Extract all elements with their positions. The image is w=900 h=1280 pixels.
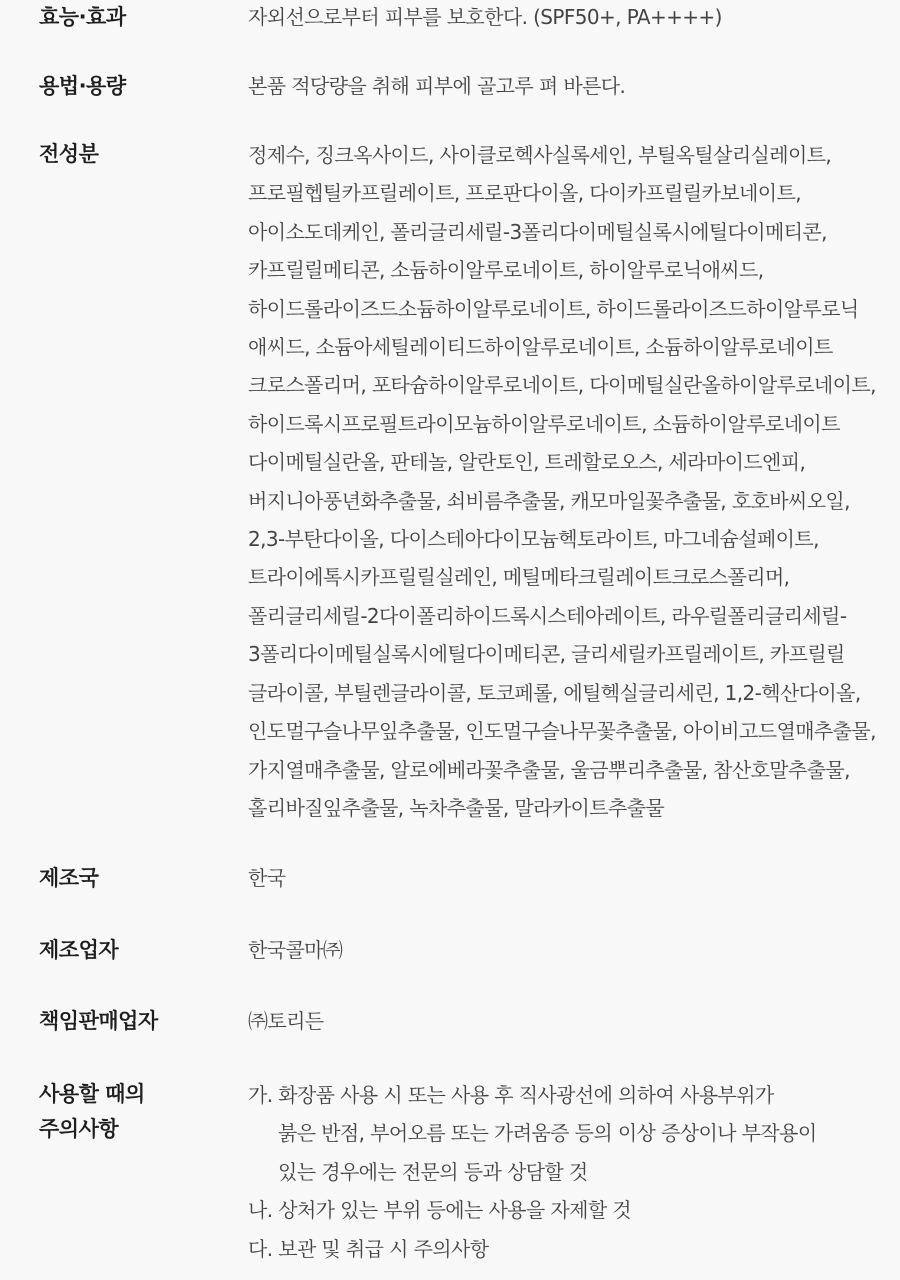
country-value: 한국 [248,866,286,890]
cautions-label-line: 주의사항 [39,1117,119,1141]
caution-item: 다. 보관 및 취급 시 주의사항 [248,1236,489,1261]
ingredients-line: 3폴리다이메틸실록시에틸다이메티콘, 글리세릴카프릴레이트, 카프릴릴 [248,642,845,667]
ingredients-line: 하이드롤라이즈드소듐하이알루로네이트, 하이드롤라이즈드하이알루로닉 [248,296,859,321]
ingredients-line: 글라이콜, 부틸렌글라이콜, 토코페롤, 에틸헥실글리세린, 1,2-헥산다이올, [248,680,861,705]
efficacy-label: 효능·효과 [39,5,126,29]
caution-item: 있는 경우에는 전문의 등과 상담할 것 [278,1159,588,1184]
ingredients-line: 크로스폴리머, 포타슘하이알루로네이트, 다이메틸실란올하이알루로네이트, [248,373,876,398]
country-label: 제조국 [39,866,99,890]
ingredients-value [248,136,888,827]
ingredients-line: 카프릴릴메티콘, 소듐하이알루로네이트, 하이알루로닉애씨드, [248,258,764,283]
ingredients-line: 2,3-부탄다이올, 다이스테아다이모늄헥토라이트, 마그네슘설페이트, [248,527,819,552]
manufacturer-label: 제조업자 [39,938,119,962]
ingredients-line: 버지니아풍년화추출물, 쇠비름추출물, 캐모마일꽃추출물, 호호바씨오일, [248,488,850,513]
usage-value: 본품 적당량을 취해 피부에 골고루 펴 바른다. [248,74,626,98]
ingredients-line: 하이드록시프로필트라이모늄하이알루로네이트, 소듐하이알루로네이트 [248,411,840,436]
efficacy-value: 자외선으로부터 피부를 보호한다. (SPF50+, PA++++) [248,5,722,29]
ingredients-line: 트라이에톡시카프릴릴실레인, 메틸메타크릴레이트크로스폴리머, [248,565,790,590]
ingredients-line: 홀리바질잎추출물, 녹차추출물, 말라카이트추출물 [248,795,665,820]
ingredients-line: 아이소도데케인, 폴리글리세릴-3폴리다이메틸실록시에틸다이메티콘, [248,219,827,244]
ingredients-line: 인도멀구슬나무잎추출물, 인도멀구슬나무꽃추출물, 아이비고드열매추출물, [248,719,876,744]
ingredients-line: 다이메틸실란올, 판테놀, 알란토인, 트레할로오스, 세라마이드엔피, [248,450,806,475]
caution-item: 가. 화장품 사용 시 또는 사용 후 직사광선에 의하여 사용부위가 [248,1083,774,1107]
ingredients-line: 가지열매추출물, 알로에베라꽃추출물, 울금뿌리추출물, 참산호말추출물, [248,757,850,782]
ingredients-line: 폴리글리세릴-2다이폴리하이드록시스테아레이트, 라우릴폴리글리세릴- [248,603,847,628]
caution-item: 붉은 반점, 부어오름 또는 가려움증 등의 이상 증상이나 부작용이 [278,1121,817,1146]
cautions-list [248,1076,888,1268]
ingredients-line: 정제수, 징크옥사이드, 사이클로헥사실록세인, 부틸옥틸살리실레이트, [248,143,832,167]
cautions-label-line: 사용할 때의 [39,1082,145,1106]
seller-label: 책임판매업자 [39,1009,158,1033]
usage-label: 용법·용량 [39,74,126,98]
ingredients-line: 애씨드, 소듐아세틸레이티드하이알루로네이트, 소듐하이알루로네이트 [248,335,833,360]
manufacturer-value: 한국콜마㈜ [248,938,343,962]
caution-item: 나. 상처가 있는 부위 등에는 사용을 자제할 것 [248,1198,632,1223]
seller-value: ㈜토리든 [248,1009,324,1033]
ingredients-line: 프로필헵틸카프릴레이트, 프로판다이올, 다이카프릴릴카보네이트, [248,181,801,206]
ingredients-label: 전성분 [39,142,99,166]
cautions-label [39,1077,229,1147]
